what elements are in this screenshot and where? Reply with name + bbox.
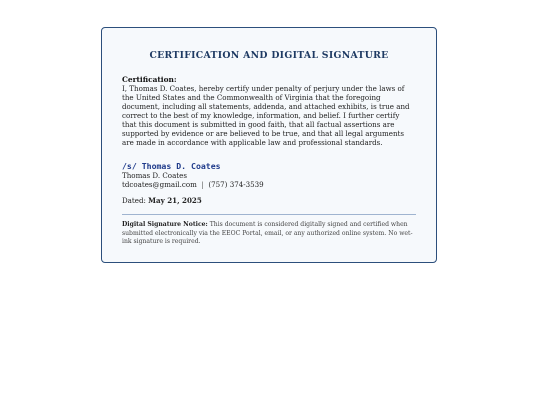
contact-line xyxy=(122,180,416,189)
certification-text: I, Thomas D. Coates, hereby certify under penalty of perjury under the laws of the United States and the Commonwealth of Virginia that the foregoing document, including all statements, addenda, and attached exhibits, is true and correct to the best of my knowledge, information, and belief. I further certify that this document is submitted in good faith, that all factual assertions are supported by evidence or are believed to be true, and that all legal arguments are made in accordance with applicable law and professional standards. xyxy=(122,84,410,147)
dated-label: Dated: xyxy=(122,196,146,205)
document-title: CERTIFICATION AND DIGITAL SIGNATURE xyxy=(149,50,389,61)
digital-signature-notice xyxy=(122,221,416,247)
dated-line xyxy=(122,196,416,205)
divider xyxy=(122,214,416,215)
dated-value: May 21, 2025 xyxy=(148,196,202,205)
notice-label: Digital Signature Notice: xyxy=(122,221,208,228)
certification-card xyxy=(101,27,437,263)
signer-name: Thomas D. Coates xyxy=(122,171,187,180)
contact-separator: | xyxy=(201,180,204,189)
certification-label: Certification: xyxy=(122,75,177,84)
notice-text: This document is considered digitally signed and certified when submitted electronically via the EEOC Portal, email, or any authorized online system. No wet-ink signature is required. xyxy=(122,221,413,245)
email-text: tdcoates@gmail.com xyxy=(122,180,197,189)
phone-text: (757) 374-3539 xyxy=(208,180,264,189)
electronic-signature: /s/ Thomas D. Coates xyxy=(122,161,221,171)
